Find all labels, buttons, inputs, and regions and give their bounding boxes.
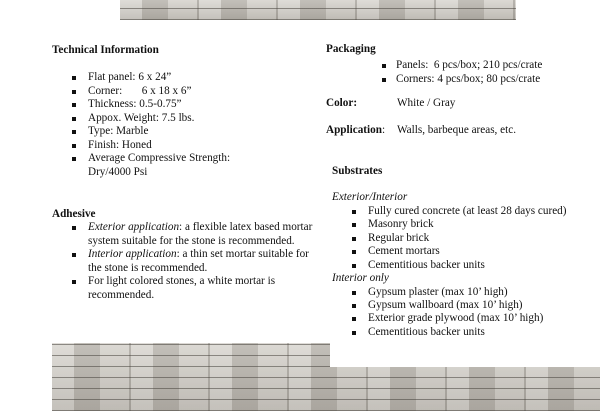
packaging-heading: Packaging xyxy=(326,43,376,55)
exterior-interior-label: Exterior/Interior xyxy=(332,191,408,204)
application-value: Walls, barbeque areas, etc. xyxy=(397,124,516,136)
color-label: Color: xyxy=(326,97,358,109)
tech-item-strength-value: Dry/4000 Psi xyxy=(88,165,148,178)
substrate-item: Fully cured concrete (at least 28 days cured) xyxy=(332,205,597,218)
substrate-item: Exterior grade plywood (max 10’ high) xyxy=(332,312,597,325)
application-row xyxy=(326,124,385,136)
interior-only-label: Interior only xyxy=(332,272,389,285)
exterior-list xyxy=(332,205,597,272)
substrate-item: Cementitious backer units xyxy=(332,326,597,339)
image-whitespace xyxy=(330,343,600,367)
substrate-item: Masonry brick xyxy=(332,218,597,231)
tech-item-thickness: Thickness: 0.5-0.75” xyxy=(52,98,312,111)
substrate-item: Cementitious backer units xyxy=(332,259,597,272)
substrates-section xyxy=(332,165,597,339)
adhesive-item-light-stone xyxy=(52,275,322,302)
adhesive-light-stone-text: For light colored stones, a white mortar is recommended. xyxy=(88,275,276,301)
adhesive-heading: Adhesive xyxy=(52,208,96,220)
substrate-item: Regular brick xyxy=(332,232,597,245)
tech-item-type: Type: Marble xyxy=(52,125,312,138)
packaging-item-panels: Panels: 6 pcs/box; 210 pcs/crate xyxy=(326,59,596,72)
tech-item-strength: Average Compressive Strength: xyxy=(52,152,312,165)
adhesive-interior-text: : a thin set mortar suitable for the stone is recommended. xyxy=(88,248,309,274)
adhesive-exterior-lead: Exterior application xyxy=(88,221,180,234)
tech-item-weight: Appox. Weight: 7.5 lbs. xyxy=(52,112,312,125)
adhesive-interior-lead: Interior application xyxy=(88,248,177,261)
packaging-section xyxy=(326,43,596,86)
application-colon: : xyxy=(381,124,386,136)
stone-panel-image-top xyxy=(120,0,516,20)
tech-item-flat-panel: Flat panel: 6 x 24” xyxy=(52,71,312,84)
technical-information-section xyxy=(52,44,312,179)
interior-list xyxy=(332,286,597,340)
adhesive-section xyxy=(52,208,322,302)
application-label: Application xyxy=(326,124,382,136)
packaging-item-corners: Corners: 4 pcs/box; 80 pcs/crate xyxy=(326,73,596,86)
technical-information-heading: Technical Information xyxy=(52,44,159,56)
adhesive-item-interior xyxy=(52,248,322,275)
tech-item-finish: Finish: Honed xyxy=(52,139,312,152)
tech-item-corner: Corner: 6 x 18 x 6” xyxy=(52,85,312,98)
substrate-item: Gypsum wallboard (max 10’ high) xyxy=(332,299,597,312)
adhesive-item-exterior xyxy=(52,221,322,248)
substrate-item: Cement mortars xyxy=(332,245,597,258)
color-value: White / Gray xyxy=(397,97,456,109)
technical-list xyxy=(52,71,312,179)
adhesive-exterior-text: : a flexible latex based mortar system suitable for the stone is recommended. xyxy=(88,221,313,247)
packaging-list xyxy=(326,59,596,86)
substrate-item: Gypsum plaster (max 10’ high) xyxy=(332,286,597,299)
adhesive-list xyxy=(52,221,322,302)
substrates-heading: Substrates xyxy=(332,165,383,177)
